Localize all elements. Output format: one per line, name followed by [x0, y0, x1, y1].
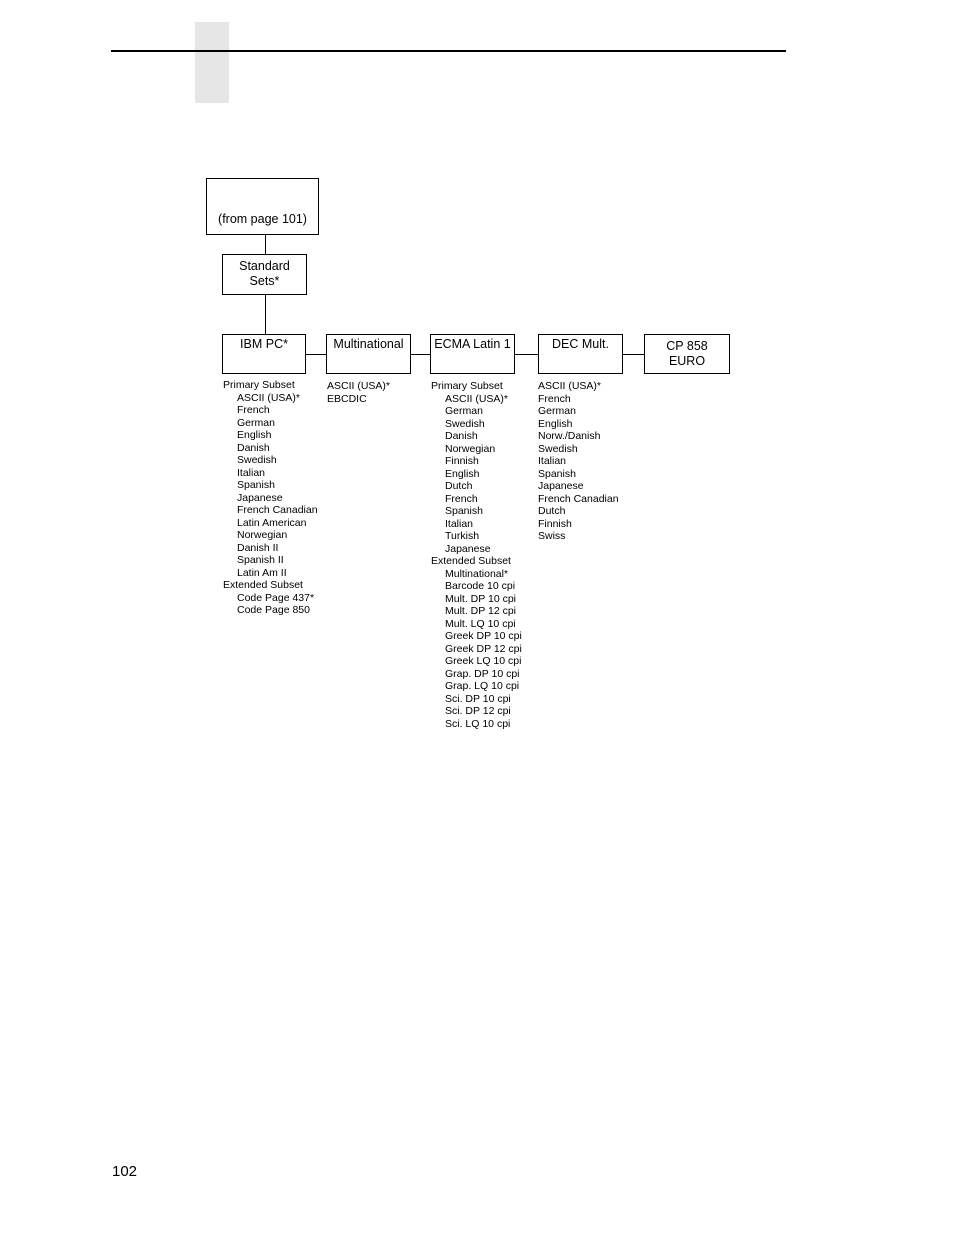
list-item: Grap. LQ 10 cpi — [445, 680, 520, 692]
list-item: Greek LQ 10 cpi — [445, 655, 522, 667]
list-item: Mult. DP 12 cpi — [445, 605, 517, 617]
list-item: French — [237, 404, 270, 416]
list-item: Italian — [237, 466, 266, 479]
ecma-latin-1-label: ECMA Latin 1 — [434, 337, 511, 351]
header-rule — [111, 50, 786, 52]
dec-mult-box — [538, 334, 623, 374]
list-item: Italian — [538, 455, 567, 467]
ibm-pc-list — [223, 379, 318, 617]
list-item: Spanish — [538, 467, 576, 480]
from-page-label: (from page 101) — [218, 212, 307, 226]
list-item: Spanish II — [237, 554, 284, 566]
list-item: Spanish — [237, 479, 275, 491]
list-item: Dutch — [538, 505, 566, 517]
list-item: German — [237, 416, 275, 429]
list-item: French — [445, 492, 478, 505]
list-item: Primary Subset — [223, 379, 295, 391]
list-item: French Canadian — [237, 504, 318, 516]
list-item: Swiss — [538, 530, 566, 542]
list-item: Primary Subset — [431, 380, 503, 392]
cp-858-euro-box — [644, 334, 730, 374]
list-item: Italian — [445, 517, 474, 530]
list-item: Greek DP 10 cpi — [445, 630, 522, 642]
list-item: French Canadian — [538, 492, 619, 505]
list-item: Turkish — [445, 530, 480, 542]
list-item: Sci. LQ 10 cpi — [445, 717, 511, 730]
list-item: French — [538, 392, 571, 405]
connector-ibm-multinational — [306, 354, 326, 355]
list-item: Code Page 850 — [237, 604, 310, 616]
dec-mult-list — [538, 380, 619, 543]
list-item: ASCII (USA)* — [237, 391, 301, 404]
connector-ecma-dec — [515, 354, 538, 355]
cp-858-line1: CP 858 — [666, 339, 708, 353]
list-item: Danish II — [237, 541, 279, 554]
from-page-box — [206, 178, 319, 235]
standard-sets-line2: Sets* — [249, 274, 280, 288]
list-item: Dutch — [445, 480, 473, 492]
list-item: ASCII (USA)* — [538, 380, 602, 392]
ecma-latin-1-list — [431, 380, 522, 730]
list-item: Multinational* — [445, 567, 509, 580]
multinational-list — [327, 380, 390, 405]
multinational-box — [326, 334, 411, 374]
list-item: Finnish — [538, 517, 572, 530]
list-item: Sci. DP 10 cpi — [445, 692, 511, 705]
ibm-pc-label: IBM PC* — [240, 337, 288, 351]
chapter-tab — [195, 22, 229, 103]
cp-858-line2: EURO — [668, 354, 706, 368]
list-item: Swedish — [538, 442, 578, 455]
list-item: German — [538, 405, 576, 417]
dec-mult-label: DEC Mult. — [552, 337, 609, 351]
list-item: Sci. DP 12 cpi — [445, 705, 511, 717]
list-item: Extended Subset — [223, 579, 303, 591]
list-item: English — [445, 467, 480, 480]
standard-sets-box — [222, 254, 307, 295]
ecma-latin-1-box — [430, 334, 515, 374]
list-item: Japanese — [538, 480, 584, 492]
connector-multinational-ecma — [411, 354, 430, 355]
list-item: Swedish — [445, 417, 485, 430]
list-item: Finnish — [445, 455, 479, 467]
list-item: Swedish — [237, 454, 277, 466]
list-item: Danish — [237, 441, 270, 454]
list-item: ASCII (USA)* — [327, 380, 391, 392]
list-item: Japanese — [237, 491, 283, 504]
list-item: Norwegian — [445, 442, 496, 455]
list-item: English — [237, 429, 272, 441]
list-item: Norw./Danish — [538, 430, 601, 442]
list-item: Mult. LQ 10 cpi — [445, 617, 516, 630]
list-item: Spanish — [445, 505, 483, 517]
list-item: English — [538, 417, 573, 430]
list-item: Grap. DP 10 cpi — [445, 667, 520, 680]
list-item: EBCDIC — [327, 392, 367, 405]
list-item: Latin Am II — [237, 566, 287, 579]
list-item: Code Page 437* — [237, 591, 315, 604]
connector-from-to-standard — [265, 235, 266, 254]
list-item: Japanese — [445, 542, 491, 555]
list-item: Greek DP 12 cpi — [445, 642, 522, 655]
list-item: ASCII (USA)* — [445, 392, 509, 405]
standard-sets-line1: Standard — [239, 259, 290, 273]
list-item: Mult. DP 10 cpi — [445, 592, 517, 605]
ibm-pc-box — [222, 334, 306, 374]
list-item: Barcode 10 cpi — [445, 580, 516, 592]
list-item: Danish — [445, 430, 478, 442]
list-item: Extended Subset — [431, 555, 511, 567]
list-item: German — [445, 405, 483, 417]
list-item: Norwegian — [237, 529, 288, 541]
list-item: Latin American — [237, 516, 307, 529]
connector-standard-to-ibm — [265, 295, 266, 334]
page-number: 102 — [112, 1163, 138, 1180]
connector-dec-cp858 — [623, 354, 644, 355]
multinational-label: Multinational — [333, 337, 404, 351]
